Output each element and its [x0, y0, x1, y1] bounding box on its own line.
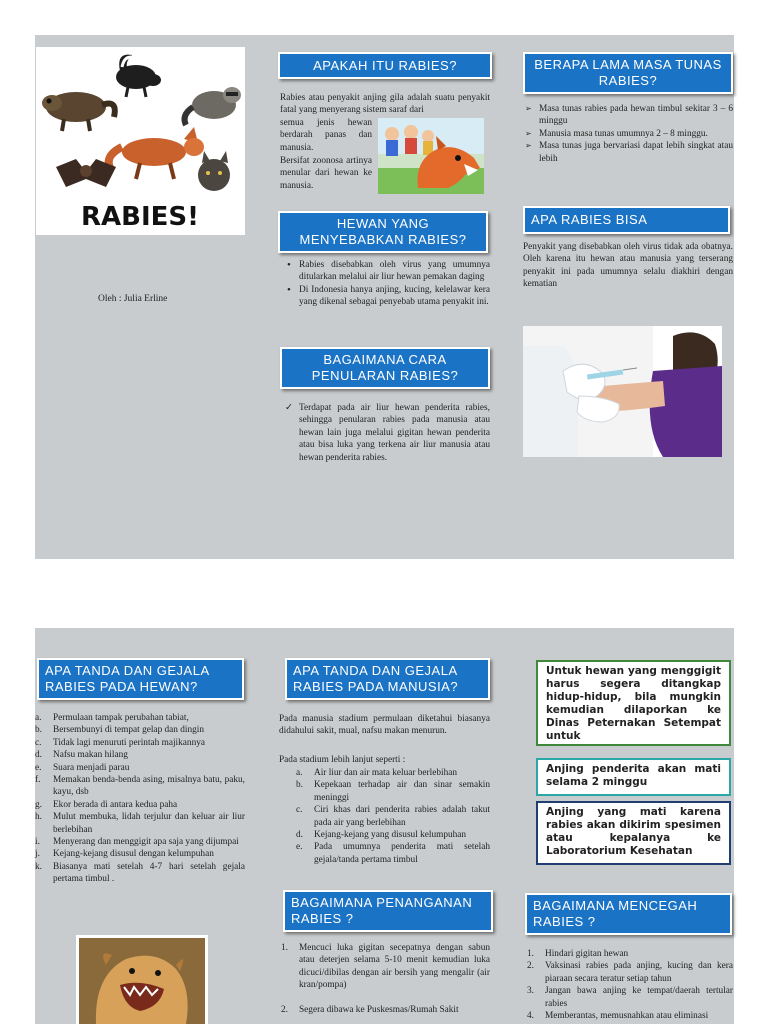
author-credit: Oleh : Julia Erline: [98, 294, 168, 304]
rabid-dog-photo: [76, 935, 208, 1024]
list-item: 2. Segera dibawa ke Puskesmas/Rumah Sakit: [281, 1004, 459, 1015]
definition-text-b: semua jenis hewan berdarah panas dan manusia.: [280, 118, 372, 153]
rabid-dog-cartoon: [378, 118, 484, 194]
list-item: b. Kepekaan terhadap air dan sinar semakin meninggi: [296, 780, 490, 803]
list-item: ➢ Manusia masa tunas umumnya 2 – 8 minggu.: [523, 128, 733, 140]
rabies-bisa-text: Penyakit yang disebabkan oleh virus tidak ada obatnya. Oleh karena itu hewan atau manusia yang terserang penyakit ini pada umumnya selalu diakhiri dengan kematian: [523, 242, 733, 290]
definition-text-c: Bersifat zoonosa artinya menular dari hewan ke manusia.: [280, 156, 372, 191]
heading-apa-rabies-bisa: APA RABIES BISA: [523, 206, 730, 234]
cat-drawing: [198, 151, 230, 191]
fox-drawing: [109, 127, 204, 179]
callout-hewan-menggigit: Untuk hewan yang menggigit harus segera ditangkap hidup-hidup, bila mungkin kemudian dilaporkan ke Dinas Peternakan Setempat untuk: [536, 660, 731, 746]
list-item: 3. Jangan bawa anjing ke tempat/daerah tertular rabies: [527, 986, 733, 1009]
callout-anjing-mati: Anjing penderita akan mati selama 2 minggu: [536, 758, 731, 796]
raccoon-drawing: [42, 92, 115, 131]
heading-gejala-hewan: APA TANDA DAN GEJALA RABIES PADA HEWAN?: [37, 658, 244, 700]
gejala-manusia-intro2: Pada stadium lebih lanjut seperti :: [279, 755, 406, 765]
heading-mencegah: BAGAIMANA MENCEGAH RABIES ?: [525, 893, 732, 935]
list-item: d. Nafsu makan hilang: [35, 750, 128, 761]
list-item: j. Kejang-kejang disusul dengan kelumpuhan: [35, 849, 214, 860]
definition-text-a: Rabies atau penyakit anjing gila adalah suatu penyakit fatal yang menyerang sistem saraf dari: [280, 93, 490, 116]
raccoon-right-drawing: [185, 87, 241, 125]
list-item: a. Air liur dan air mata keluar berlebihan: [296, 768, 458, 778]
gejala-manusia-intro: Pada manusia stadium permulaan diketahui biasanya didahului sakit, mual, nafsu makan menurun.: [279, 714, 490, 737]
penularan-list: [283, 402, 490, 464]
list-item: e. Pada umumnya penderita mati setelah gejala/tanda pertama timbul: [296, 842, 490, 865]
list-item: i. Menyerang dan menggigit apa saja yang dijumpai: [35, 837, 239, 848]
list-item: c. Tidak lagi menuruti perintah majikannya: [35, 737, 205, 748]
list-item: 4. Memberantas, memusnahkan atau eliminasi: [527, 1011, 709, 1022]
list-item: • Di Indonesia hanya anjing, kucing, kelelawar kera yang dikenal sebagai penyebab utama penyakit ini.: [283, 284, 490, 309]
list-item: • Rabies disebabkan oleh virus yang umumnya ditularkan melalui air liur hewan pemakan daging: [283, 259, 490, 284]
rabies-animals-illustration: [36, 47, 245, 235]
list-item: ✓ Terdapat pada air liur hewan penderita rabies, sehingga penularan rabies pada manusia atau hewan lain juga melalui gigitan hewan penderita atau bisa luka yang terkena air liur manusia atau hewan penderita rabies.: [283, 402, 490, 464]
list-item: k. Biasanya mati setelah 4-7 hari setelah gejala pertama timbul .: [35, 861, 245, 885]
list-item: f. Memakan benda-benda asing, misalnya batu, paku, kayu, dsb: [35, 775, 245, 798]
heading-cara-penularan: BAGAIMANA CARA PENULARAN RABIES?: [280, 347, 490, 389]
list-item: e. Suara menjadi parau: [35, 762, 130, 773]
list-item: h. Mulut membuka, lidah terjulur dan keluar air liur berlebihan: [35, 812, 245, 835]
vaccination-photo: [523, 326, 722, 457]
list-item: g. Ekor berada di antara kedua paha: [35, 799, 178, 810]
list-item: ➢ Masa tunas juga bervariasi dapat lebih singkat atau lebih: [523, 140, 733, 165]
list-item: 1. Mencuci luka gigitan secepatnya dengan sabun atau deterjen selama 5-10 menit kemudian luka dicuci/dibilas dengan air bersih yang mengalir (air kran/pompa): [281, 943, 490, 991]
cover-title: RABIES!: [81, 202, 199, 232]
heading-gejala-manusia: APA TANDA DAN GEJALA RABIES PADA MANUSIA?: [285, 658, 490, 700]
list-item: d. Kejang-kejang yang disusul kelumpuhan: [296, 830, 467, 841]
masa-tunas-list: [523, 103, 733, 165]
heading-penanganan: BAGAIMANA PENANGANAN RABIES ?: [283, 890, 493, 932]
heading-hewan-penyebab: HEWAN YANG MENYEBABKAN RABIES?: [278, 211, 488, 253]
list-item: ➢ Masa tunas rabies pada hewan timbul sekitar 3 – 6 minggu: [523, 103, 733, 128]
list-item: b. Bersembunyi di tempat gelap dan dingin: [35, 725, 205, 736]
list-item: 2. Vaksinasi rabies pada anjing, kucing dan kera piaraan secara teratur setiap tahun: [527, 961, 733, 984]
list-item: c. Ciri khas dari penderita rabies adalah takut pada air yang berlebihan: [296, 805, 490, 828]
skunk-drawing: [116, 55, 161, 97]
list-item: a. Permulaan tampak perubahan tabiat,: [35, 713, 189, 723]
heading-apakah-itu-rabies: APAKAH ITU RABIES?: [278, 52, 492, 79]
list-item: 1. Hindari gigitan hewan: [527, 949, 629, 959]
mencegah-list: [527, 948, 733, 1022]
heading-masa-tunas: BERAPA LAMA MASA TUNAS RABIES?: [523, 52, 733, 94]
hewan-penyebab-list: [283, 259, 490, 309]
penanganan-list: [281, 942, 490, 1016]
gejala-manusia-list: [296, 767, 490, 866]
gejala-hewan-list: [35, 712, 245, 886]
callout-spesimen: Anjing yang mati karena rabies akan dikirim spesimen atau kepalanya ke Laboratorium Kesehatan: [536, 801, 731, 865]
